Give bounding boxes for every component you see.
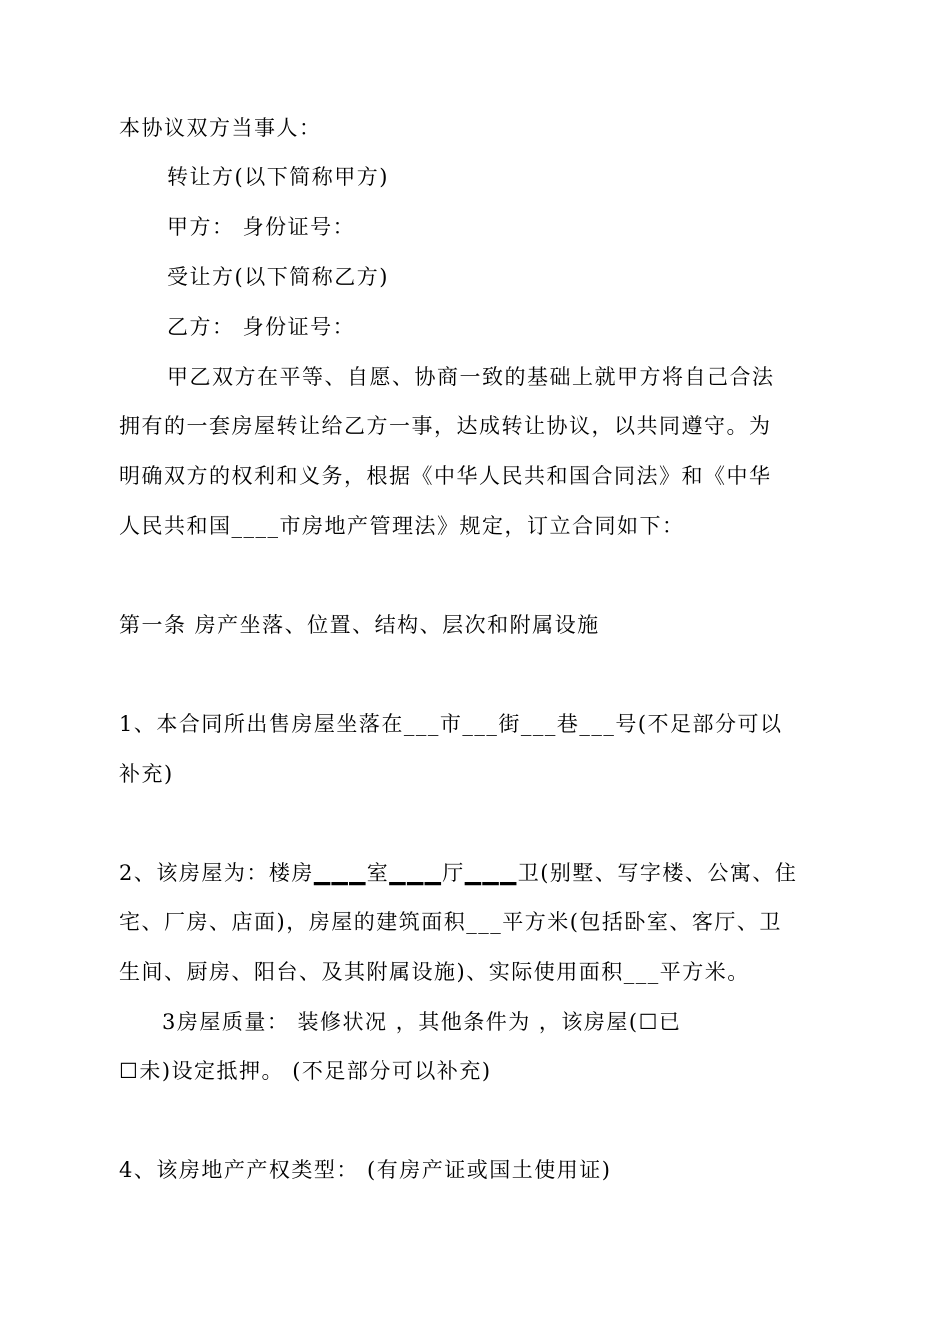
transferee-label: 受让方(以下简称乙方) — [167, 265, 389, 289]
clause-3-line-1: 3房屋质量： 装修状况 ，其他条件为 ，该房屋(☐已 — [162, 1010, 682, 1034]
party-b-id-line: 乙方： 身份证号： — [167, 315, 356, 339]
transferor-label: 转让方(以下简称甲方) — [167, 165, 389, 189]
clause-2-line-1: 2、该房屋为：楼房▁▁▁室▁▁▁厅▁▁▁卫(别墅、写字楼、公寓、住 — [119, 861, 798, 885]
clause-2-line-3: 生间、厨房、阳台、及其附属设施)、实际使用面积___平方米。 — [119, 960, 750, 984]
clause-1-line-1: 1、本合同所出售房屋坐落在___市___街___巷___号(不足部分可以 — [119, 712, 783, 736]
clause-1-line-2: 补充) — [119, 762, 174, 786]
article-1-heading: 第一条 房产坐落、位置、结构、层次和附属设施 — [119, 613, 600, 637]
clause-4-line: 4、该房地产产权类型： (有房产证或国土使用证) — [119, 1158, 612, 1182]
party-a-id-line: 甲方： 身份证号： — [167, 215, 356, 239]
preamble-line-4: 人民共和国____市房地产管理法》规定，订立合同如下： — [119, 514, 685, 538]
clause-3-line-2: ☐未)设定抵押。 (不足部分可以补充) — [119, 1059, 492, 1083]
clause-2-line-2: 宅、厂房、店面)，房屋的建筑面积___平方米(包括卧室、客厅、卫 — [119, 910, 782, 934]
preamble-line-1: 甲乙双方在平等、自愿、协商一致的基础上就甲方将自己合法 — [167, 365, 775, 389]
preamble-line-2: 拥有的一套房屋转让给乙方一事，达成转让协议，以共同遵守。为 — [119, 414, 772, 438]
preamble-line-3: 明确双方的权利和义务，根据《中华人民共和国合同法》和《中华 — [119, 464, 772, 488]
parties-heading: 本协议双方当事人： — [119, 116, 322, 140]
